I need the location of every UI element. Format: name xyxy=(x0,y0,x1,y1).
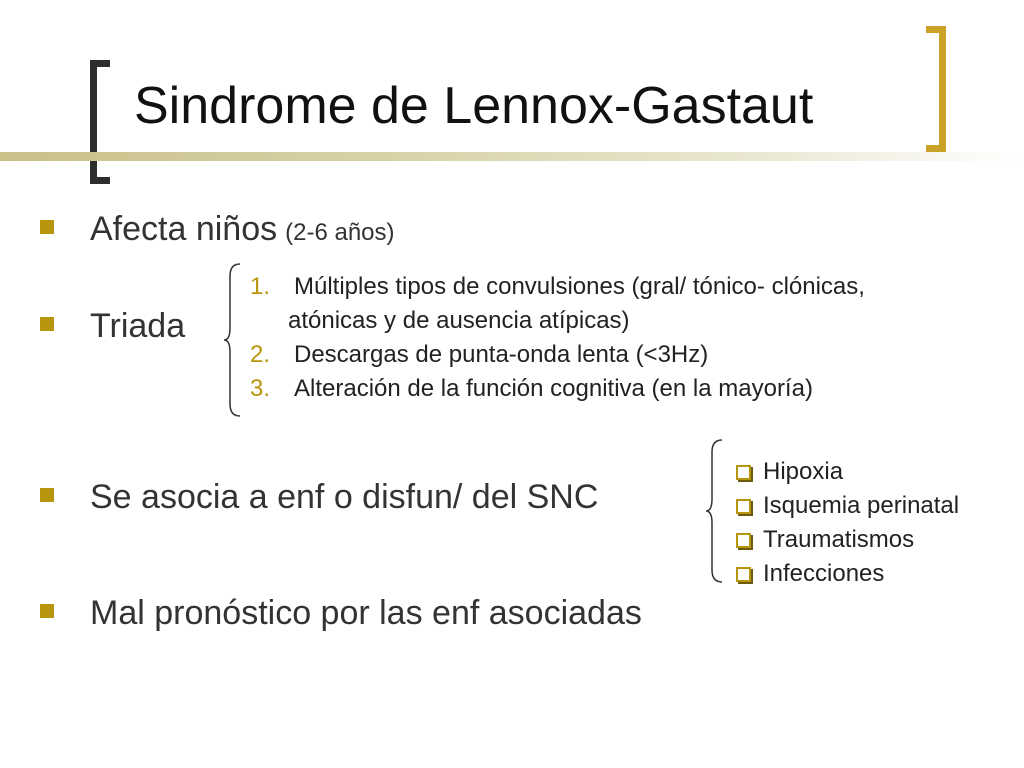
list-item-text: Descargas de punta-onda lenta (<3Hz) xyxy=(294,341,709,368)
list-item xyxy=(250,338,865,372)
square-bullet-icon xyxy=(40,488,54,502)
triada-list xyxy=(250,270,865,406)
list-item xyxy=(736,523,959,557)
list-number: 2. xyxy=(250,341,271,368)
curly-brace-icon xyxy=(704,438,726,584)
list-item xyxy=(250,372,865,406)
square-bullet-icon xyxy=(40,220,54,234)
list-item-text: Traumatismos xyxy=(763,526,915,553)
list-item-continuation: atónicas y de ausencia atípicas) xyxy=(288,307,630,334)
square-bullet-icon xyxy=(40,317,54,331)
checkbox-icon xyxy=(736,499,751,514)
title-rule xyxy=(0,152,1024,161)
title-bracket-right xyxy=(926,26,946,152)
list-item-text: Hipoxia xyxy=(763,458,844,485)
bullet-text: Se asocia a enf o disfun/ del SNC xyxy=(90,478,599,516)
list-number: 3. xyxy=(250,375,271,402)
square-bullet-icon xyxy=(40,604,54,618)
list-item-text: Infecciones xyxy=(763,560,885,587)
bullet-text: Triada xyxy=(90,307,186,345)
list-item xyxy=(736,455,959,489)
bullet-text: Mal pronóstico por las enf asociadas xyxy=(90,594,642,632)
slide-title: Sindrome de Lennox-Gastaut xyxy=(134,77,814,135)
curly-brace-icon xyxy=(222,262,244,418)
checkbox-icon xyxy=(736,567,751,582)
bullet-text: Afecta niños xyxy=(90,210,278,248)
list-item xyxy=(736,489,959,523)
checkbox-icon xyxy=(736,533,751,548)
bullet-afecta-ninos xyxy=(40,210,395,249)
bullet-se-asocia xyxy=(40,478,598,517)
list-number: 1. xyxy=(250,273,271,300)
list-item-text: Múltiples tipos de convulsiones (gral/ tónico- clónicas, xyxy=(294,273,865,300)
list-item-text: Alteración de la función cognitiva (en la mayoría) xyxy=(294,375,813,402)
bullet-subtext: (2-6 años) xyxy=(285,219,395,246)
list-item-text: Isquemia perinatal xyxy=(763,492,960,519)
bullet-mal-pronostico xyxy=(40,594,642,633)
bullet-triada xyxy=(40,307,185,346)
list-item xyxy=(250,270,865,338)
snc-list xyxy=(736,455,959,591)
title-bracket-left xyxy=(90,60,110,184)
checkbox-icon xyxy=(736,465,751,480)
list-item xyxy=(736,557,959,591)
